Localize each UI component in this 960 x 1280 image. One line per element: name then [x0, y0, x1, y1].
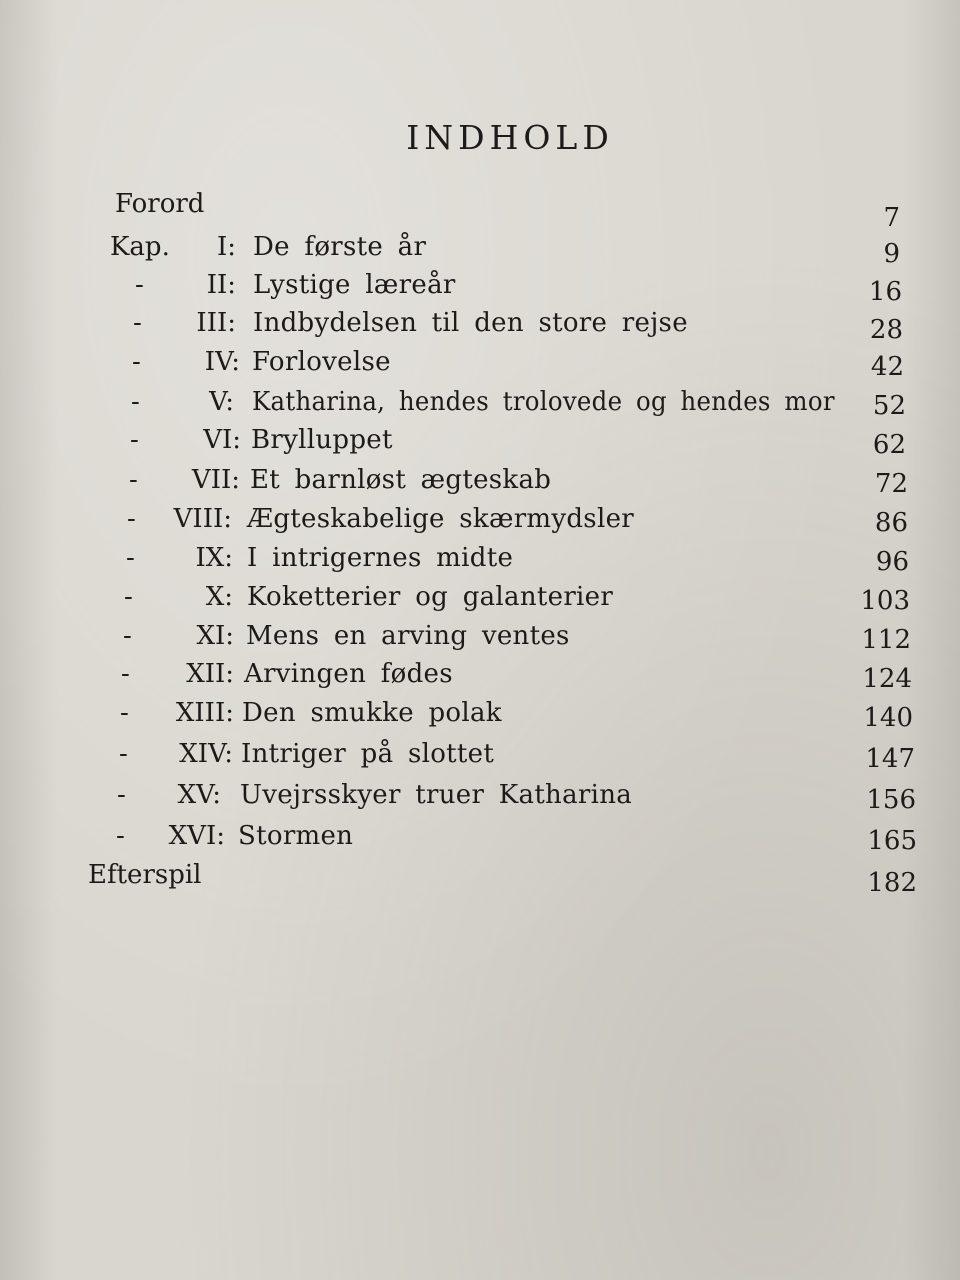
page-number: 16 [868, 277, 902, 307]
chapter-number: I: [216, 232, 236, 262]
chapter-number: XIV: [179, 739, 233, 769]
toc-entry [0, 229, 960, 269]
chapter-title: Stormen [238, 821, 354, 851]
toc-entry [0, 777, 960, 813]
toc-entry [0, 736, 960, 772]
chapter-number: XVI: [168, 821, 225, 851]
chapter-title: Intriger på slottet [241, 739, 495, 769]
toc-entry [0, 501, 960, 537]
ditto-dash: - [126, 543, 135, 573]
page-number: 52 [872, 391, 906, 421]
toc-entry [0, 818, 960, 854]
toc-entry [0, 305, 960, 345]
chapter-title: De første år [253, 232, 427, 262]
page-number: 9 [883, 239, 900, 269]
page-number: 96 [875, 547, 909, 577]
toc-entry [0, 695, 960, 731]
chapter-number: VIII: [173, 504, 232, 534]
page-number: 42 [870, 352, 904, 382]
page-number: 62 [872, 430, 906, 460]
page-number: 28 [869, 315, 903, 345]
chapter-title: Brylluppet [251, 425, 393, 455]
chapter-title: Den smukke polak [242, 698, 502, 728]
ditto-dash: - [135, 270, 144, 300]
chapter-number: V: [209, 387, 234, 417]
ditto-dash: - [120, 698, 129, 728]
toc-entry-label: Efterspil [88, 860, 202, 890]
chapter-number: VII: [191, 465, 240, 495]
page-number: 147 [865, 744, 915, 774]
page-number: 182 [867, 868, 917, 898]
toc-entry [0, 579, 960, 615]
toc-entry [0, 857, 960, 898]
toc-entry [0, 618, 960, 654]
ditto-dash: - [129, 465, 138, 495]
page-title: INDHOLD [406, 118, 614, 157]
chapter-title: Forlovelse [252, 347, 391, 377]
toc-entry [0, 267, 960, 307]
ditto-dash: - [130, 425, 139, 455]
page-number: 124 [862, 664, 912, 694]
chapter-title: I intrigernes midte [247, 543, 514, 573]
page-number: 86 [874, 508, 908, 538]
chapter-number: IV: [204, 347, 240, 377]
ditto-dash: - [117, 780, 126, 810]
chapter-number: III: [196, 308, 236, 338]
chapter-number: XIII: [175, 698, 234, 728]
chapter-title: Et barnløst ægteskab [250, 465, 552, 495]
chapter-title: Arvingen fødes [244, 659, 453, 689]
toc-entry-label: Forord [115, 189, 205, 219]
toc-entry [0, 384, 960, 420]
page-number: 156 [866, 785, 916, 815]
page-number: 7 [883, 203, 900, 233]
chapter-title: Ægteskabelige skærmydsler [247, 504, 634, 534]
chapter-title: Koketterier og galanterier [247, 582, 614, 612]
chapter-number: II: [206, 270, 236, 300]
chapter-number: IX: [195, 543, 233, 573]
page-number: 72 [874, 469, 908, 499]
ditto-dash: - [133, 308, 142, 338]
chapter-number: X: [205, 582, 233, 612]
toc-entry [0, 540, 960, 576]
ditto-dash: - [119, 739, 128, 769]
toc-entry-label: Kap. [110, 232, 170, 262]
chapter-title: Uvejrsskyer truer Katharina [240, 780, 633, 810]
ditto-dash: - [123, 621, 132, 651]
chapter-number: XII: [186, 659, 234, 689]
chapter-title: Katharina, hendes trolovede og hendes mor [252, 387, 835, 417]
chapter-number: XI: [196, 621, 234, 651]
ditto-dash: - [132, 347, 141, 377]
chapter-title: Indbydelsen til den store rejse [253, 308, 688, 338]
page-number: 112 [861, 625, 911, 655]
page-number: 140 [863, 703, 913, 733]
page-number: 165 [867, 826, 917, 856]
chapter-title: Lystige læreår [253, 270, 456, 300]
ditto-dash: - [121, 659, 130, 689]
ditto-dash: - [127, 504, 136, 534]
toc-entry [0, 422, 960, 458]
ditto-dash: - [124, 582, 133, 612]
chapter-number: XV: [177, 780, 221, 810]
chapter-number: VI: [203, 425, 241, 455]
ditto-dash: - [116, 821, 125, 851]
toc-entry [0, 462, 960, 498]
page-number: 103 [860, 586, 910, 616]
toc-entry [0, 656, 960, 692]
toc-entry [0, 344, 960, 380]
chapter-title: Mens en arving ventes [246, 621, 570, 651]
toc-entry [0, 186, 960, 233]
ditto-dash: - [131, 387, 140, 417]
